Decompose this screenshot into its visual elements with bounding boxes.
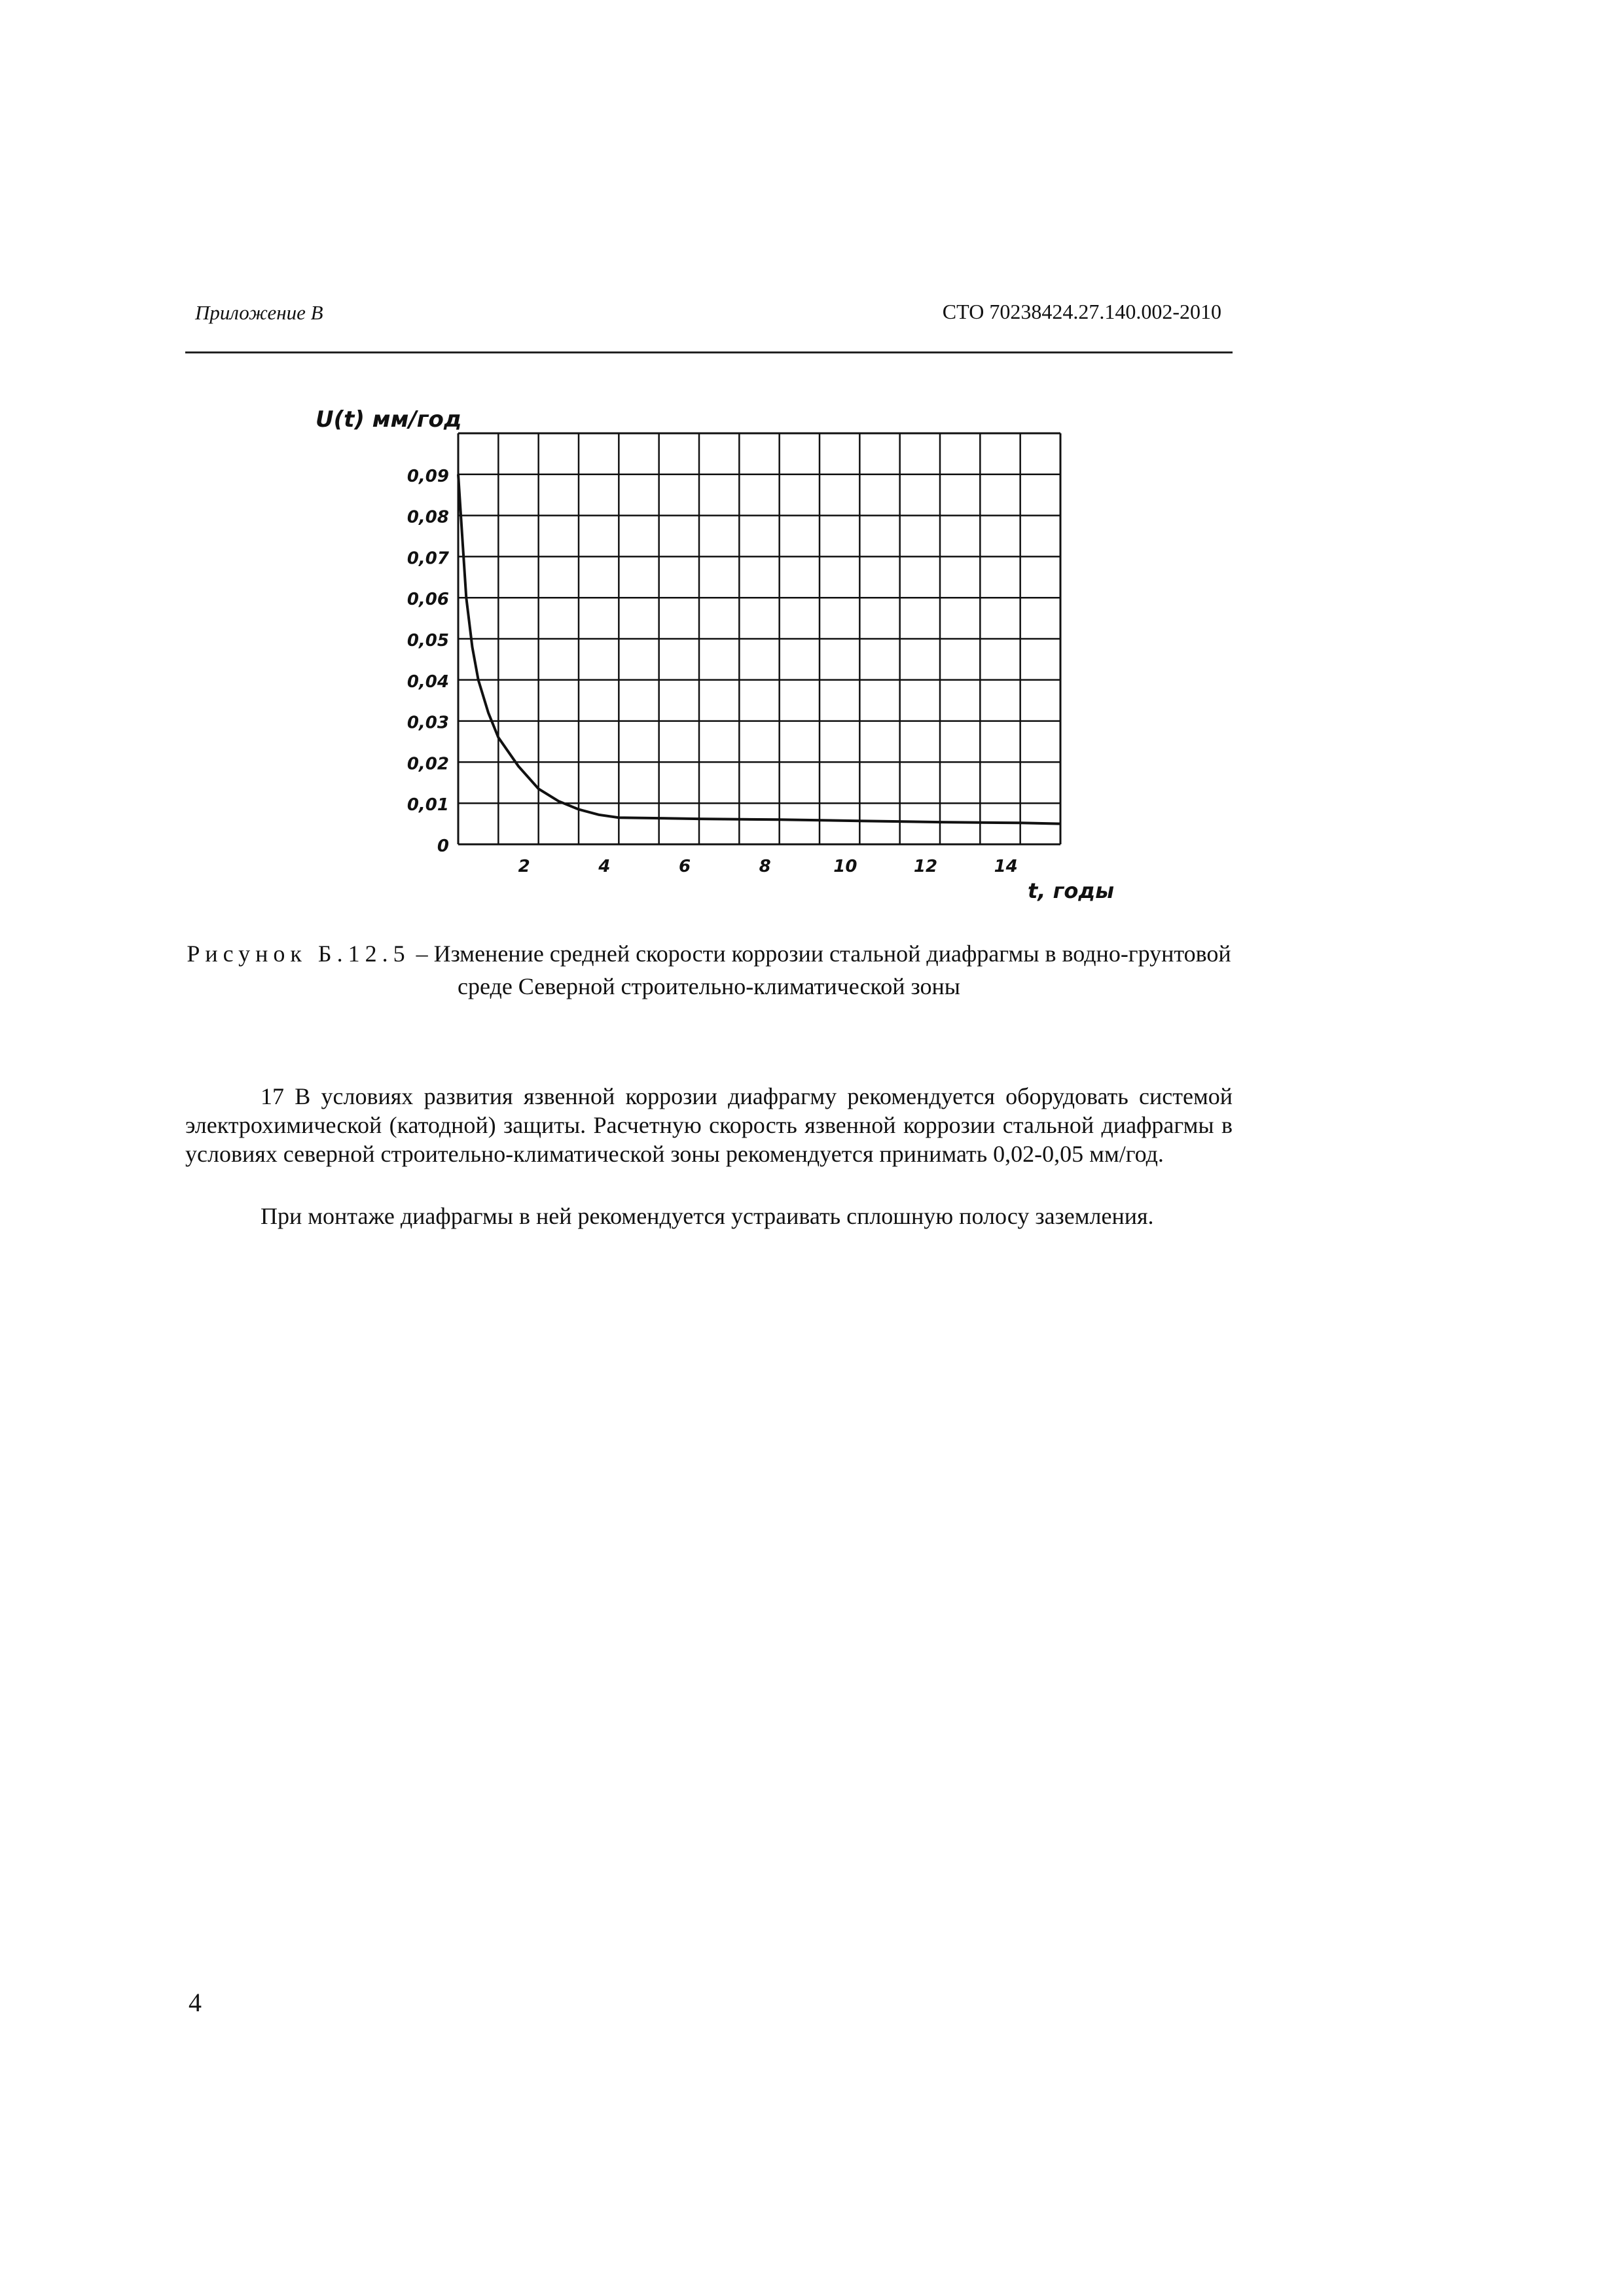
page-number: 4 — [189, 1988, 202, 2017]
header-left: Приложение В — [195, 301, 323, 324]
header-right: СТО 70238424.27.140.002-2010 — [942, 300, 1221, 323]
x-tick-label: 4 — [598, 857, 611, 876]
figure-caption-text: – Изменение средней скорости коррозии стальной диафрагмы в водно-грунтовой среде Северной строительно-климатической зоны — [410, 941, 1231, 999]
x-tick-label: 8 — [759, 857, 771, 876]
y-tick-label: 0 — [437, 836, 449, 856]
x-tick-label: 6 — [678, 857, 691, 876]
header-rule — [185, 351, 1233, 353]
paragraph-grounding: При монтаже диафрагмы в ней рекомендуется устраивать сплошную полосу заземления. — [261, 1203, 1154, 1229]
y-tick-label: 0,03 — [406, 713, 449, 733]
paragraph-17: 17 В условиях развития язвенной коррозии диафрагму рекомендуется оборудовать системой электрохимической (катодной) защиты. Расчетную скорость язвенной коррозии стальной диафрагмы в условиях северной строительно-климатической зоны рекомендуется принимать 0,02-0,05 мм/год. — [185, 1083, 1233, 1167]
series-line — [458, 475, 1060, 824]
y-tick-label: 0,09 — [406, 466, 449, 486]
x-tick-label: 14 — [994, 857, 1018, 876]
chart-grid — [458, 433, 1060, 844]
y-tick-label: 0,07 — [406, 548, 449, 569]
y-tick-label: 0,01 — [406, 795, 449, 816]
y-tick-label: 0,06 — [406, 590, 449, 610]
figure-caption — [185, 937, 1233, 1003]
figure-label: Рисунок Б.12.5 — [187, 941, 410, 967]
x-axis-title: t, годы — [1028, 878, 1115, 903]
y-axis-title: U(t) мм/год — [316, 406, 462, 433]
y-tick-label: 0,05 — [406, 631, 449, 651]
y-tick-label: 0,04 — [406, 672, 449, 692]
y-tick-label: 0,02 — [406, 754, 449, 774]
x-tick-label: 2 — [518, 857, 530, 876]
x-tick-label: 10 — [833, 857, 857, 876]
corrosion-rate-chart — [275, 386, 1126, 903]
y-tick-label: 0,08 — [406, 507, 449, 528]
x-tick-label: 12 — [913, 857, 938, 876]
